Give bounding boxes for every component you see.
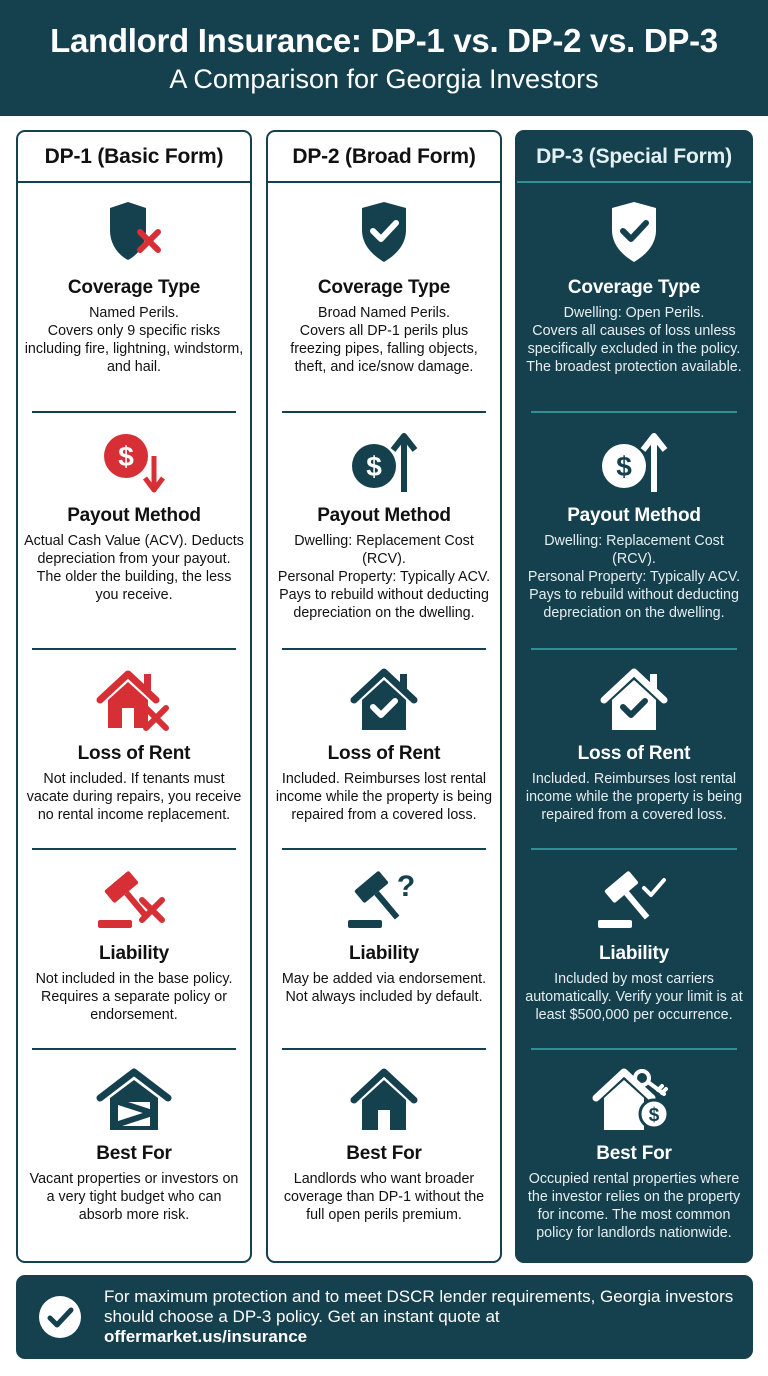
boarded-house-icon	[18, 1064, 250, 1136]
column-title: DP-1 (Basic Form)	[18, 132, 250, 183]
footer-callout	[16, 1275, 753, 1359]
house-icon	[268, 1064, 500, 1136]
section-text: Named Perils. Covers only 9 specific risks including fire, lightning, windstorm, and hail.	[24, 305, 244, 375]
section-heading: Payout Method	[317, 505, 451, 526]
loss-of-rent-section	[18, 664, 250, 824]
loss-of-rent-section	[268, 664, 500, 824]
header-banner	[0, 0, 768, 116]
liability-section	[18, 864, 250, 1024]
payout-method-section	[517, 426, 751, 622]
house-check-icon	[517, 664, 751, 736]
svg-text:$: $	[366, 451, 382, 482]
section-text: Included by most carriers automatically. Verify your limit is at least $500,000 per occurrence.	[525, 971, 743, 1023]
svg-text:?: ?	[396, 870, 416, 903]
footer-text: For maximum protection and to meet DSCR lender requirements, Georgia investors should choose a DP-3 policy. Get an instant quote at	[104, 1287, 734, 1326]
coverage-type-section	[18, 198, 250, 376]
best-for-section	[18, 1064, 250, 1224]
house-x-icon	[18, 664, 250, 736]
section-text: Included. Reimburses lost rental income while the property is being repaired from a covered loss.	[275, 771, 493, 823]
gavel-x-icon	[18, 864, 250, 936]
liability-section	[517, 864, 751, 1024]
divider	[531, 648, 737, 650]
section-text: Broad Named Perils. Covers all DP-1 perils plus freezing pipes, falling objects, theft, and ice/snow damage.	[290, 305, 478, 375]
divider	[531, 1048, 737, 1050]
gavel-question-icon	[268, 864, 500, 936]
section-heading: Coverage Type	[567, 277, 701, 298]
gavel-check-icon	[517, 864, 751, 936]
payout-method-section	[268, 426, 500, 622]
section-heading: Best For	[596, 1143, 672, 1164]
house-check-icon	[268, 664, 500, 736]
loss-of-rent-section	[517, 664, 751, 824]
section-text: Landlords who want broader coverage than DP-1 without the full open perils premium.	[283, 1171, 485, 1223]
shield-x-icon	[18, 198, 250, 270]
section-heading: Best For	[346, 1143, 422, 1164]
divider	[282, 848, 486, 850]
divider	[32, 848, 236, 850]
page-title: Landlord Insurance: DP-1 vs. DP-2 vs. DP-3	[50, 22, 718, 59]
divider	[32, 1048, 236, 1050]
section-heading: Loss of Rent	[77, 743, 191, 764]
coverage-type-section	[268, 198, 500, 376]
section-heading: Coverage Type	[67, 277, 201, 298]
dollar-up-icon	[268, 426, 500, 498]
divider	[531, 411, 737, 413]
column-title: DP-3 (Special Form)	[517, 132, 751, 183]
section-text: May be added via endorsement. Not always included by default.	[281, 971, 487, 1005]
shield-check-icon	[268, 198, 500, 270]
section-text: Included. Reimburses lost rental income while the property is being repaired from a covered loss.	[525, 771, 743, 823]
house-keys-dollar-icon	[517, 1064, 751, 1136]
divider	[282, 411, 486, 413]
section-text: Not included. If tenants must vacate during repairs, you receive no rental income replacement.	[26, 771, 242, 823]
dollar-up-icon	[517, 426, 751, 498]
section-heading: Coverage Type	[317, 277, 451, 298]
section-text: Vacant properties or investors on a very tight budget who can absorb more risk.	[29, 1171, 239, 1223]
section-text: Dwelling: Open Perils. Covers all causes of loss unless specifically excluded in the policy. The broadest protection available.	[526, 305, 742, 375]
section-heading: Loss of Rent	[327, 743, 441, 764]
shield-check-icon	[517, 198, 751, 270]
section-text: Dwelling: Replacement Cost (RCV). Personal Property: Typically ACV. Pays to rebuild without deducting depreciation on the dwelling.	[277, 533, 491, 621]
section-heading: Payout Method	[67, 505, 201, 526]
column-dp3	[515, 130, 753, 1263]
column-dp1	[16, 130, 252, 1263]
column-title: DP-2 (Broad Form)	[268, 132, 500, 183]
payout-method-section	[18, 426, 250, 604]
page-subtitle: A Comparison for Georgia Investors	[169, 64, 599, 94]
section-text: Not included in the base policy. Requires a separate policy or endorsement.	[35, 971, 233, 1023]
liability-section	[268, 864, 500, 1006]
section-text: Occupied rental properties where the investor relies on the property for income. The most common policy for landlords nationwide.	[527, 1171, 741, 1241]
section-heading: Loss of Rent	[577, 743, 691, 764]
section-heading: Liability	[599, 943, 669, 964]
svg-text:$: $	[648, 1105, 660, 1126]
column-dp2	[266, 130, 502, 1263]
best-for-section	[268, 1064, 500, 1224]
footer-link[interactable]: offermarket.us/insurance	[104, 1327, 308, 1346]
best-for-section	[517, 1064, 751, 1242]
svg-text:$: $	[616, 451, 632, 482]
divider	[282, 648, 486, 650]
divider	[32, 648, 236, 650]
divider	[32, 411, 236, 413]
check-circle-icon	[38, 1295, 82, 1339]
section-heading: Best For	[96, 1143, 172, 1164]
dollar-down-icon	[18, 426, 250, 498]
section-heading: Liability	[349, 943, 419, 964]
divider	[531, 848, 737, 850]
footer-text-block	[104, 1287, 735, 1347]
section-text: Dwelling: Replacement Cost (RCV). Personal Property: Typically ACV. Pays to rebuild without deducting depreciation on the dwelling.	[527, 533, 741, 621]
section-heading: Payout Method	[567, 505, 701, 526]
svg-text:$: $	[118, 441, 134, 472]
coverage-type-section	[517, 198, 751, 376]
divider	[282, 1048, 486, 1050]
section-text: Actual Cash Value (ACV). Deducts depreciation from your payout. The older the building, the less you receive.	[24, 533, 244, 603]
section-heading: Liability	[99, 943, 169, 964]
